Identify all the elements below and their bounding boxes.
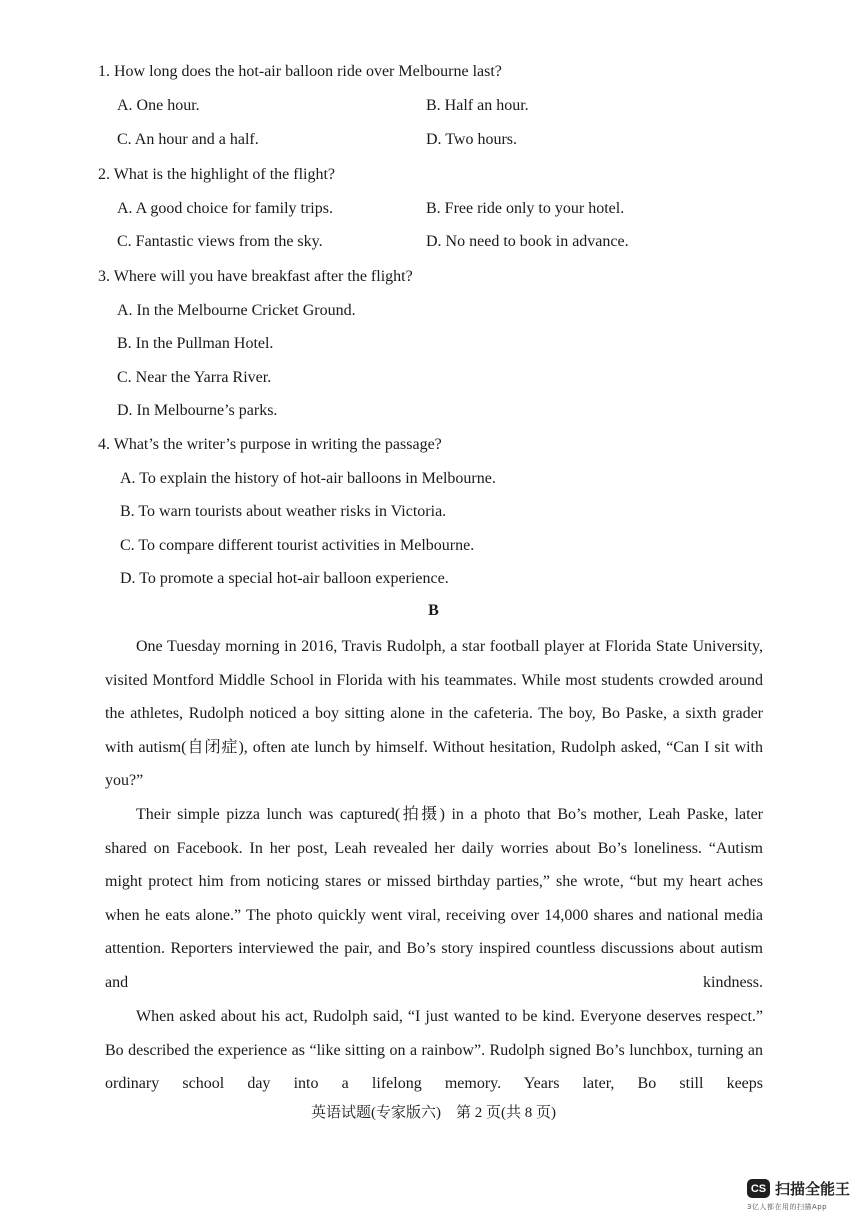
q2-option-b: B. Free ride only to your hotel.	[426, 200, 625, 217]
q3-option-d: D. In Melbourne’s parks.	[117, 402, 278, 419]
question-2-stem: 2. What is the highlight of the flight?	[98, 166, 335, 183]
q4-option-a: A. To explain the history of hot-air balloons in Melbourne.	[120, 470, 496, 487]
scanner-watermark	[747, 1178, 850, 1199]
passage-paragraph-1: One Tuesday morning in 2016, Travis Rudolph, a star football player at Florida State University, visited Montford Middle School in Florida with his teammates. While most students crowded around the athletes, Rudolph noticed a boy sitting alone in the cafeteria. The boy, Bo Paske, a sixth grader with autism(自闭症), often ate lunch by himself. Without hesitation, Rudolph asked, “Can I sit with you?”	[105, 638, 763, 790]
q3-option-b: B. In the Pullman Hotel.	[117, 335, 274, 352]
q4-option-d: D. To promote a special hot-air balloon experience.	[120, 570, 449, 587]
passage-b-part-3	[105, 1000, 763, 1101]
q3-option-a: A. In the Melbourne Cricket Ground.	[117, 302, 356, 319]
q2-option-d: D. No need to book in advance.	[426, 233, 629, 250]
question-1-stem: 1. How long does the hot-air balloon ride over Melbourne last?	[98, 63, 502, 80]
question-3-stem: 3. Where will you have breakfast after the flight?	[98, 268, 413, 285]
camscanner-logo-icon: CS	[747, 1179, 770, 1198]
passage-b	[105, 630, 763, 798]
q4-option-c: C. To compare different tourist activities in Melbourne.	[120, 537, 475, 554]
q1-option-a: A. One hour.	[117, 97, 200, 114]
q1-option-c: C. An hour and a half.	[117, 131, 259, 148]
q1-option-d: D. Two hours.	[426, 131, 518, 148]
q4-option-b: B. To warn tourists about weather risks in Victoria.	[120, 503, 447, 520]
page-footer: 英语试题(专家版六) 第 2 页(共 8 页)	[311, 1105, 556, 1121]
passage-paragraph-2: Their simple pizza lunch was captured(拍摄) in a photo that Bo’s mother, Leah Paske, later shared on Facebook. In her post, Leah revealed her daily worries about Bo’s loneliness. “Autism might protect him from noticing stares or missed birthday parties,” she wrote, “but my heart aches when he eats alone.” The photo quickly went viral, receiving over 14,000 shares and national media attention. Reporters interviewed the pair, and Bo’s story inspired countless discussions about autism and kindness.	[105, 806, 763, 991]
q3-option-c: C. Near the Yarra River.	[117, 369, 272, 386]
section-b-heading: B	[428, 602, 439, 619]
scanner-app-name: 扫描全能王	[775, 1180, 851, 1198]
q2-option-c: C. Fantastic views from the sky.	[117, 233, 323, 250]
scanner-tagline: 3亿人都在用的扫描App	[747, 1203, 828, 1211]
question-4-stem: 4. What’s the writer’s purpose in writing the passage?	[98, 436, 442, 453]
q2-option-a: A. A good choice for family trips.	[117, 200, 333, 217]
passage-b-part-2	[105, 798, 763, 1000]
q1-option-b: B. Half an hour.	[426, 97, 529, 114]
passage-paragraph-3: When asked about his act, Rudolph said, “I just wanted to be kind. Everyone deserves respect.” Bo described the experience as “like sitting on a rainbow”. Rudolph signed Bo’s lunchbox, turning an ordinary school day into a lifelong memory. Years later, Bo still keeps	[105, 1008, 763, 1093]
